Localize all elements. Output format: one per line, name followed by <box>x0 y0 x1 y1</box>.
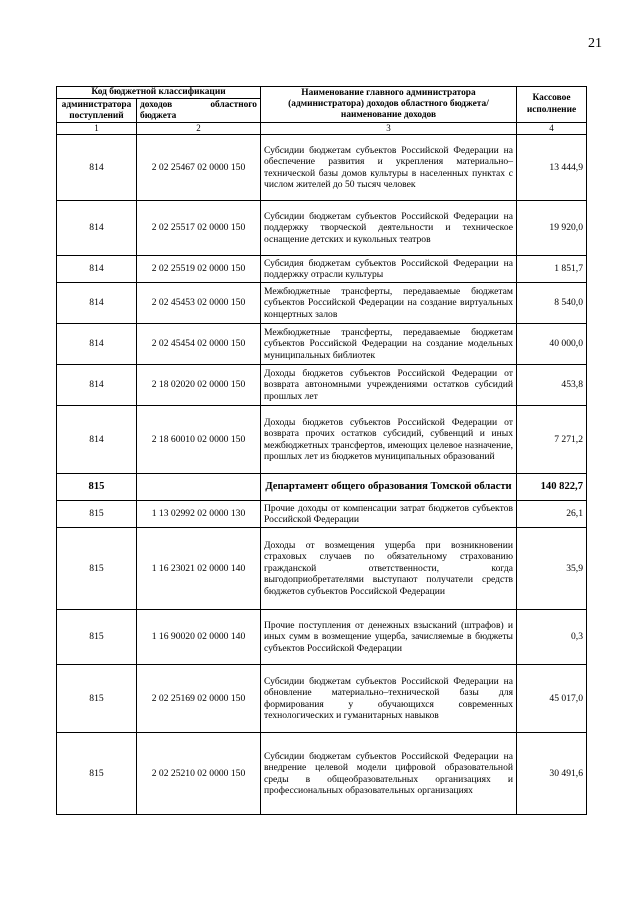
admin-code-cell: 814 <box>57 406 137 474</box>
admin-code-cell: 815 <box>57 528 137 610</box>
amount-cell: 30 491,6 <box>517 733 587 815</box>
income-name-cell: Департамент общего образования Томской области <box>261 474 517 501</box>
table-row <box>57 501 587 528</box>
table-row <box>57 365 587 406</box>
header-income-right: областного <box>210 99 257 110</box>
table-row <box>57 406 587 474</box>
income-name-cell: Прочие поступления от денежных взысканий (штрафов) и иных сумм в возмещение ущерба, зачисляемые в бюджеты субъектов Российской Федерации <box>261 610 517 665</box>
income-code-cell: 1 16 90020 02 0000 140 <box>137 610 261 665</box>
header-classification-code: Код бюджетной классификации <box>57 87 261 99</box>
table-row-department <box>57 474 587 501</box>
amount-cell: 45 017,0 <box>517 665 587 733</box>
table-row <box>57 283 587 324</box>
admin-code-cell: 814 <box>57 324 137 365</box>
amount-cell: 0,3 <box>517 610 587 665</box>
amount-cell: 19 920,0 <box>517 201 587 256</box>
column-number: 2 <box>137 123 261 135</box>
income-code-cell: 2 02 25517 02 0000 150 <box>137 201 261 256</box>
column-number-row <box>57 123 587 135</box>
table-row <box>57 528 587 610</box>
income-name-cell: Субсидии бюджетам субъектов Российской Федерации на обеспечение развития и укрепления материально–технической базы домов культуры в населенных пунктах с числом жителей до 50 тысяч человек <box>261 135 517 201</box>
income-name-cell: Субсидии бюджетам субъектов Российской Федерации на обновление материально–технической базы для формирования у обучающихся современных технологических и гуманитарных навыков <box>261 665 517 733</box>
admin-code-cell: 815 <box>57 733 137 815</box>
admin-code-cell: 814 <box>57 283 137 324</box>
amount-cell: 1 851,7 <box>517 256 587 283</box>
income-name-cell: Доходы бюджетов субъектов Российской Федерации от возврата прочих остатков субсидий, субвенций и иных межбюджетных трансфертов, имеющих целевое назначение, прошлых лет из бюджетов муниципальных образований <box>261 406 517 474</box>
income-name-cell: Прочие доходы от компенсации затрат бюджетов субъектов Российской Федерации <box>261 501 517 528</box>
amount-cell: 40 000,0 <box>517 324 587 365</box>
column-number: 4 <box>517 123 587 135</box>
admin-code-cell: 814 <box>57 256 137 283</box>
column-number: 3 <box>261 123 517 135</box>
table-row <box>57 733 587 815</box>
income-name-cell: Доходы бюджетов субъектов Российской Федерации от возврата автономными учреждениями остатков субсидий прошлых лет <box>261 365 517 406</box>
income-name-cell: Доходы от возмещения ущерба при возникновении страховых случаев по обязательному страхованию гражданской ответственности, когда выгодоприобретателями выступают получатели средств бюджетов субъектов Российской Федерации <box>261 528 517 610</box>
income-code-cell: 2 18 02020 02 0000 150 <box>137 365 261 406</box>
income-code-cell: 2 02 45454 02 0000 150 <box>137 324 261 365</box>
column-number: 1 <box>57 123 137 135</box>
amount-cell: 140 822,7 <box>517 474 587 501</box>
header-income-line2: бюджета <box>140 110 177 121</box>
admin-code-cell: 815 <box>57 610 137 665</box>
page-number: 21 <box>588 36 602 51</box>
amount-cell: 13 444,9 <box>517 135 587 201</box>
amount-cell: 35,9 <box>517 528 587 610</box>
header-income-left: доходов <box>140 99 173 110</box>
income-code-cell: 2 02 45453 02 0000 150 <box>137 283 261 324</box>
amount-cell: 8 540,0 <box>517 283 587 324</box>
table-row <box>57 610 587 665</box>
amount-cell: 7 271,2 <box>517 406 587 474</box>
income-code-cell: 1 16 23021 02 0000 140 <box>137 528 261 610</box>
table-row <box>57 201 587 256</box>
income-code-cell: 2 02 25169 02 0000 150 <box>137 665 261 733</box>
income-name-cell: Межбюджетные трансферты, передаваемые бюджетам субъектов Российской Федерации на создание модельных муниципальных библиотек <box>261 324 517 365</box>
admin-code-cell: 815 <box>57 665 137 733</box>
income-code-cell <box>137 474 261 501</box>
amount-cell: 26,1 <box>517 501 587 528</box>
income-code-cell: 1 13 02992 02 0000 130 <box>137 501 261 528</box>
table-row <box>57 665 587 733</box>
admin-code-cell: 814 <box>57 201 137 256</box>
income-code-cell: 2 02 25210 02 0000 150 <box>137 733 261 815</box>
income-code-cell: 2 02 25467 02 0000 150 <box>137 135 261 201</box>
admin-code-cell: 815 <box>57 501 137 528</box>
admin-code-cell: 814 <box>57 135 137 201</box>
table-row <box>57 135 587 201</box>
admin-code-cell: 814 <box>57 365 137 406</box>
table-row <box>57 256 587 283</box>
income-name-cell: Межбюджетные трансферты, передаваемые бюджетам субъектов Российской Федерации на создание виртуальных концертных залов <box>261 283 517 324</box>
income-name-cell: Субсидии бюджетам субъектов Российской Федерации на внедрение целевой модели цифровой образовательной среды в общеобразовательных организациях и профессиональных образовательных организациях <box>261 733 517 815</box>
header-income-code <box>137 99 261 123</box>
header-amount: Кассовое исполнение <box>517 87 587 123</box>
income-name-cell: Субсидии бюджетам субъектов Российской Федерации на поддержку творческой деятельности и техническое оснащение детских и кукольных театров <box>261 201 517 256</box>
income-name-cell: Субсидия бюджетам субъектов Российской Федерации на поддержку отрасли культуры <box>261 256 517 283</box>
income-code-cell: 2 18 60010 02 0000 150 <box>137 406 261 474</box>
table-row <box>57 324 587 365</box>
income-code-cell: 2 02 25519 02 0000 150 <box>137 256 261 283</box>
header-name: Наименование главного администратора (администратора) доходов областного бюджета/ наименование доходов <box>261 87 517 123</box>
admin-code-cell: 815 <box>57 474 137 501</box>
amount-cell: 453,8 <box>517 365 587 406</box>
budget-table <box>56 86 587 815</box>
header-admin: администратора поступлений <box>57 99 137 123</box>
